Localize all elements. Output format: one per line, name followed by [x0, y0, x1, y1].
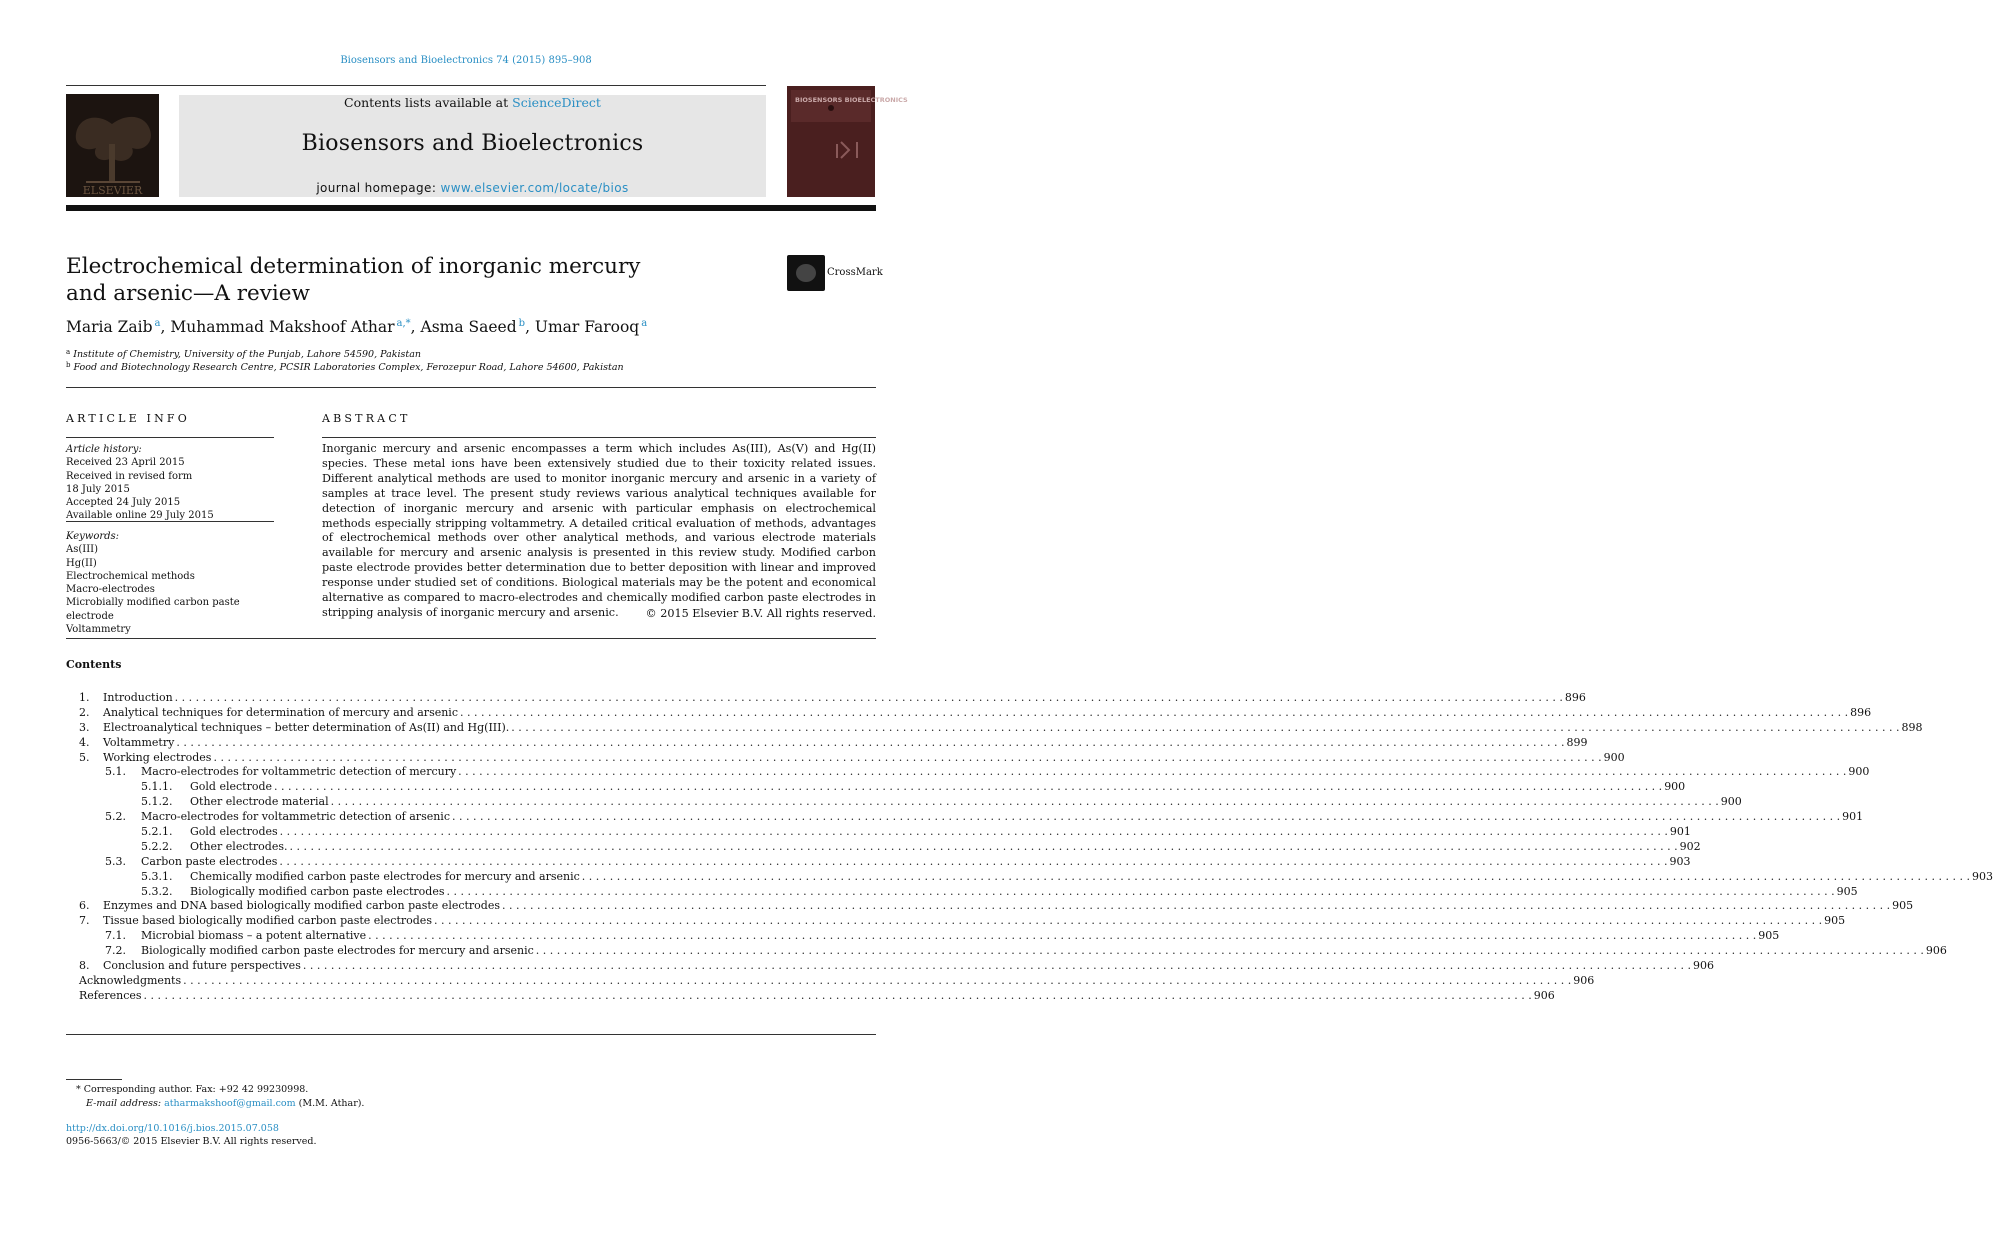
- toc-number: 5.2.: [105, 810, 126, 824]
- toc-title[interactable]: Acknowledgments: [79, 973, 182, 987]
- toc-page-number: 903: [1669, 854, 1691, 868]
- section-rule: [66, 387, 876, 388]
- toc-number: 5.: [79, 750, 90, 764]
- journal-banner: [179, 95, 766, 197]
- author-affil-link[interactable]: a,*: [396, 318, 411, 329]
- toc-title[interactable]: Electroanalytical techniques – better determination of As(II) and Hg(III).: [103, 720, 510, 734]
- toc-title[interactable]: Biologically modified carbon paste electrodes: [190, 884, 445, 898]
- sciencedirect-link[interactable]: ScienceDirect: [512, 95, 601, 110]
- toc-page-number: 906: [1693, 959, 1714, 973]
- affiliation-text: Institute of Chemistry, University of the Punjab, Lahore 54590, Pakistan: [73, 349, 422, 360]
- homepage-prefix: journal homepage:: [316, 181, 441, 195]
- journal-citation[interactable]: [0, 55, 932, 66]
- toc-entry[interactable]: [66, 720, 1923, 736]
- email-link[interactable]: atharmakshoof@gmail.com: [164, 1098, 296, 1109]
- toc-number: 7.2.: [105, 944, 126, 958]
- history-label: Article history:: [66, 444, 142, 455]
- abstract-heading: ABSTRACT: [322, 412, 411, 425]
- title-line-1: Electrochemical determination of inorganic mercury: [66, 254, 641, 279]
- toc-page-number: 906: [1925, 944, 1947, 958]
- toc-page-number: 900: [1603, 750, 1625, 764]
- toc-leader: [213, 751, 1601, 764]
- toc-title[interactable]: Macro-electrodes for voltammetric detection of arsenic: [141, 810, 450, 824]
- contents-prefix: Contents lists available at: [344, 95, 513, 110]
- toc-number: 2.: [79, 705, 90, 719]
- toc-entry[interactable]: [66, 914, 1846, 929]
- toc-title[interactable]: Biologically modified carbon paste electrodes for mercury and arsenic: [141, 944, 534, 958]
- author-name: Umar Farooq: [534, 318, 640, 336]
- toc-page-number: 903: [1971, 869, 1993, 883]
- toc-title[interactable]: Gold electrode: [190, 780, 273, 794]
- affiliation: [66, 361, 624, 373]
- toc-entry[interactable]: [66, 869, 1993, 885]
- elsevier-wordmark: ELSEVIER: [82, 184, 143, 197]
- table-of-contents: [66, 691, 1993, 1004]
- crossmark-label: CrossMark: [827, 267, 883, 278]
- toc-leader: [144, 989, 1532, 1002]
- toc-title[interactable]: Analytical techniques for determination of mercury and arsenic: [103, 705, 458, 719]
- citation-link[interactable]: Biosensors and Bioelectronics 74 (2015) 895–908: [340, 55, 592, 66]
- toc-entry[interactable]: [66, 839, 1701, 855]
- toc-leader: [303, 959, 1691, 972]
- toc-number: 5.2.2.: [141, 839, 173, 853]
- toc-number: 5.3.1.: [141, 869, 173, 883]
- toc-page-number: 899: [1566, 735, 1588, 749]
- author-affil-link[interactable]: a: [154, 318, 161, 329]
- journal-homepage: [179, 181, 766, 195]
- toc-leader: [511, 721, 1899, 734]
- author-affil-link[interactable]: a: [641, 318, 648, 329]
- toc-number: 5.1.2.: [141, 795, 173, 809]
- toc-entry[interactable]: [66, 944, 1947, 959]
- toc-page-number: 905: [1836, 884, 1858, 898]
- doi-link[interactable]: http://dx.doi.org/10.1016/j.bios.2015.07.058: [66, 1123, 279, 1134]
- issn-copyright: 0956-5663/© 2015 Elsevier B.V. All rights reserved.: [66, 1136, 317, 1147]
- author-name: Asma Saeed: [420, 318, 517, 336]
- toc-page-number: 896: [1850, 705, 1872, 719]
- toc-number: 3.: [79, 720, 90, 734]
- contents-heading: Contents: [66, 658, 122, 671]
- toc-title[interactable]: Macro-electrodes for voltammetric detection of mercury: [141, 765, 457, 779]
- footnote-mark: *: [76, 1084, 81, 1095]
- toc-number: 5.2.1.: [141, 825, 173, 839]
- toc-page-number: 898: [1901, 720, 1923, 734]
- toc-title[interactable]: References: [79, 988, 142, 1002]
- article-info-heading: ARTICLE INFO: [66, 412, 190, 425]
- toc-leader: [289, 840, 1677, 853]
- toc-leader: [279, 855, 1667, 868]
- toc-entry[interactable]: [66, 705, 1872, 721]
- toc-number: 1.: [79, 691, 90, 704]
- toc-title[interactable]: Voltammetry: [103, 735, 175, 749]
- article-history: [66, 443, 281, 523]
- toc-entry[interactable]: [66, 735, 1588, 751]
- history-item: Received in revised form: [66, 470, 193, 482]
- toc-page-number: 900: [1664, 780, 1686, 794]
- toc-entry[interactable]: [66, 795, 1742, 810]
- toc-page-number: 906: [1533, 988, 1555, 1002]
- crossmark-icon: [787, 255, 825, 291]
- toc-leader: [175, 691, 1563, 704]
- toc-entry[interactable]: [66, 810, 1864, 825]
- toc-number: 7.1.: [105, 929, 126, 943]
- homepage-link[interactable]: www.elsevier.com/locate/bios: [440, 181, 629, 195]
- toc-leader: [452, 810, 1840, 823]
- toc-number: 5.3.: [105, 854, 126, 868]
- toc-leader: [502, 899, 1890, 912]
- author-list: Maria Zaib $^a$, Muhammad Makshoof Athar $^{a,*}$, Asma Saeed $^b$, Umar Farooq $^a$: [66, 318, 648, 336]
- toc-title[interactable]: Other electrodes.: [190, 839, 288, 853]
- keyword: Voltammetry: [66, 624, 131, 636]
- keyword: Electrochemical methods: [66, 570, 195, 582]
- toc-title[interactable]: Other electrode material: [190, 795, 329, 809]
- toc-page-number: 902: [1679, 839, 1701, 853]
- crossmark-badge[interactable]: [787, 255, 883, 293]
- affiliation-mark: b: [66, 361, 71, 369]
- journal-title: Biosensors and Bioelectronics: [301, 131, 644, 156]
- toc-title[interactable]: Enzymes and DNA based biologically modified carbon paste electrodes: [103, 899, 500, 913]
- toc-number: 5.1.: [105, 765, 126, 779]
- toc-number: 6.: [79, 899, 90, 913]
- toc-leader: [368, 929, 1756, 942]
- toc-entry[interactable]: [66, 750, 1625, 766]
- toc-page-number: 905: [1892, 899, 1914, 913]
- toc-entry[interactable]: [66, 973, 1595, 989]
- toc-number: 5.3.2.: [141, 884, 173, 898]
- affiliation-text: Food and Biotechnology Research Centre, PCSIR Laboratories Complex, Ferozepur Road, Lahore 54600, Pakistan: [73, 362, 624, 373]
- email-footnote: [86, 1098, 364, 1109]
- keyword: Hg(II): [66, 557, 97, 569]
- toc-leader: [280, 825, 1668, 838]
- toc-page-number: 901: [1842, 810, 1864, 824]
- toc-leader: [458, 765, 1846, 778]
- toc-entry[interactable]: [66, 780, 1686, 795]
- history-item: 18 July 2015: [66, 483, 130, 495]
- author-affil-link[interactable]: b: [518, 318, 526, 329]
- author-name: Maria Zaib: [66, 318, 153, 336]
- toc-page-number: 905: [1758, 929, 1780, 943]
- toc-entry[interactable]: [66, 765, 1870, 780]
- toc-page-number: 900: [1848, 765, 1870, 779]
- affiliation-mark: a: [66, 348, 71, 356]
- toc-leader: [183, 974, 1571, 987]
- toc-leader: [460, 706, 1848, 719]
- toc-number: 4.: [79, 735, 90, 749]
- toc-title[interactable]: Gold electrodes: [190, 825, 278, 839]
- keywords-label: Keywords:: [66, 531, 120, 542]
- toc-entry[interactable]: [66, 929, 1780, 944]
- abstract-copyright: © 2015 Elsevier B.V. All rights reserved.: [645, 607, 876, 620]
- toc-entry[interactable]: [66, 899, 1914, 914]
- toc-leader: [536, 944, 1924, 957]
- toc-leader: [331, 795, 1719, 808]
- toc-leader: [274, 780, 1662, 793]
- toc-entry[interactable]: [66, 691, 1586, 706]
- section-rule: [66, 638, 876, 639]
- section-rule: [66, 1034, 876, 1035]
- toc-entry[interactable]: [66, 854, 1691, 870]
- history-item: Available online 29 July 2015: [66, 510, 214, 522]
- abstract-rule: [322, 437, 876, 438]
- toc-entry[interactable]: [66, 988, 1555, 1004]
- toc-title[interactable]: Introduction: [103, 691, 173, 704]
- doi[interactable]: [66, 1123, 279, 1134]
- author-name: Muhammad Makshoof Athar: [170, 318, 395, 336]
- title-line-2: and arsenic—A review: [66, 281, 310, 306]
- toc-leader: [582, 870, 1970, 883]
- article-title: [66, 253, 686, 307]
- toc-leader: [434, 914, 1822, 927]
- header-rule: [66, 85, 766, 86]
- toc-page-number: 901: [1669, 825, 1691, 839]
- journal-cover[interactable]: [787, 86, 908, 197]
- footnote-rule: [66, 1079, 122, 1080]
- toc-title[interactable]: Tissue based biologically modified carbon paste electrodes: [103, 914, 432, 928]
- corresponding-footnote: [76, 1084, 308, 1095]
- toc-number: 5.1.1.: [141, 780, 173, 794]
- history-item: Accepted 24 July 2015: [66, 497, 181, 509]
- email-label: E-mail address:: [86, 1098, 165, 1109]
- keyword: Macro-electrodes: [66, 584, 155, 596]
- toc-number: 7.: [79, 914, 90, 928]
- toc-leader: [446, 885, 1834, 898]
- cover-title: BIOSENSORS BIOELECTRONICS: [795, 96, 908, 104]
- article-info-rule: [66, 437, 274, 438]
- corresponding-text: Corresponding author. Fax: +92 42 99230998.: [83, 1084, 309, 1095]
- toc-entry[interactable]: [66, 884, 1858, 900]
- elsevier-logo: [66, 94, 159, 197]
- email-suffix: (M.M. Athar).: [295, 1098, 365, 1109]
- keyword: Microbially modified carbon paste electrode: [66, 597, 240, 622]
- abstract-text: Inorganic mercury and arsenic encompasses a term which includes As(III), As(V) and Hg(II) species. These metal ions have been extensively studied due to their toxicity related issues. Different analytical methods are used to monitor inorganic mercury and arsenic in a variety of samples at trace level. The present study reviews various analytical techniques available for detection of inorganic mercury and arsenic with particular emphasis on electrochemical methods especially stripping voltammetry. A detailed critical evaluation of methods, advantages of electrochemical methods over other analytical methods, and various electrode materials available for mercury and arsenic analysis is presented in this review study. Modified carbon paste electrode provides better determination due to better deposition with linear and improved response under studied set of conditions. Biological materials may be the potent and economical alternative as compared to macro-electrodes and chemically modified carbon paste electrodes in stripping analysis of inorganic mercury and arsenic.: [322, 442, 876, 619]
- toc-title[interactable]: Carbon paste electrodes: [141, 854, 278, 868]
- toc-title[interactable]: Microbial biomass – a potent alternative: [141, 929, 367, 943]
- toc-page-number: 906: [1573, 973, 1595, 987]
- toc-title[interactable]: Conclusion and future perspectives: [103, 959, 301, 973]
- toc-page-number: 900: [1720, 795, 1742, 809]
- keyword: As(III): [66, 544, 99, 556]
- contents-available: [179, 95, 766, 110]
- toc-title[interactable]: Working electrodes: [103, 750, 212, 764]
- toc-entry[interactable]: [66, 959, 1714, 974]
- keywords-rule: [66, 521, 274, 522]
- header-thick-rule: [66, 205, 876, 211]
- keywords: [66, 530, 281, 636]
- toc-page-number: 896: [1564, 691, 1586, 704]
- history-item: Received 23 April 2015: [66, 457, 185, 469]
- toc-leader: [176, 736, 1564, 749]
- toc-title[interactable]: Chemically modified carbon paste electrodes for mercury and arsenic: [190, 869, 580, 883]
- affiliation: [66, 348, 421, 360]
- toc-page-number: 905: [1824, 914, 1846, 928]
- toc-number: 8.: [79, 959, 90, 973]
- toc-entry[interactable]: [66, 825, 1691, 840]
